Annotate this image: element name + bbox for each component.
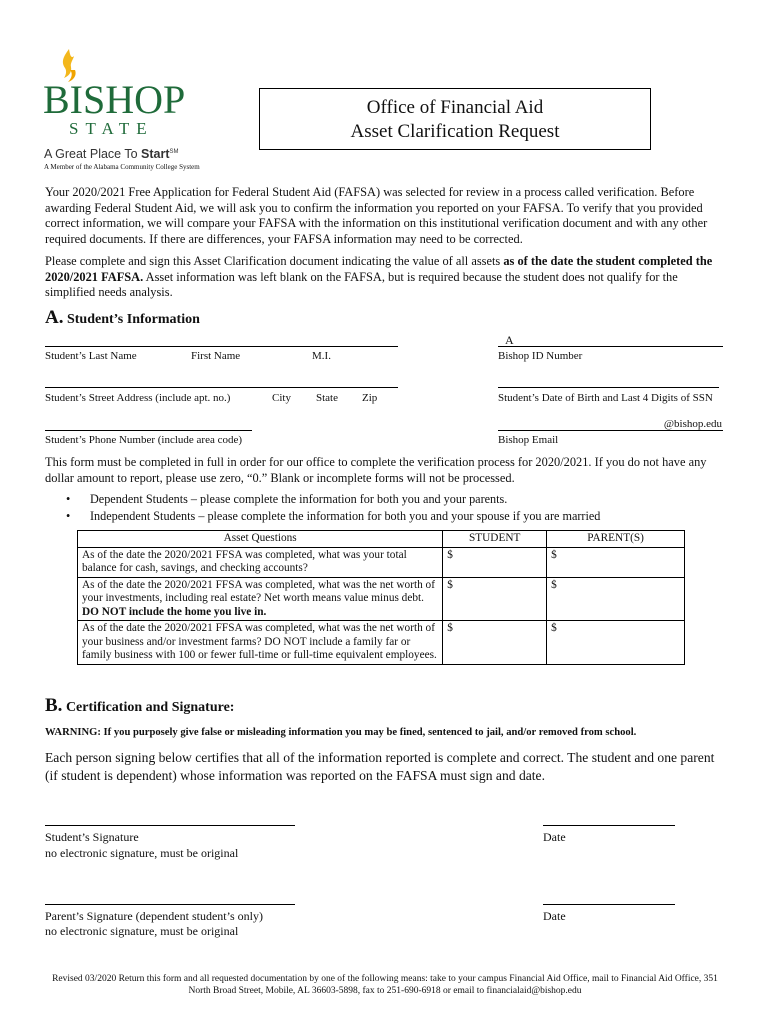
logo-tagline (44, 147, 179, 161)
id-prefix: A (505, 333, 514, 347)
section-a-title: Student’s Information (66, 312, 200, 327)
question-text: As of the date the 2020/2021 FFSA was completed, what was the net worth of your investments, including real estate? Net worth means value minus debt. (82, 578, 435, 604)
logo-subtitle: STATE (69, 119, 154, 138)
street-label: Student’s Street Address (include apt. no.) (45, 392, 231, 404)
asset-question (78, 621, 443, 665)
header-asset-questions: Asset Questions (78, 531, 443, 548)
student-date-field[interactable] (543, 812, 675, 826)
section-b-heading (45, 695, 234, 717)
bullet-1-text: Dependent Students – please complete the information for both you and your parents. (90, 492, 508, 506)
email-suffix: @bishop.edu (663, 418, 722, 430)
dob-ssn-label: Student’s Date of Birth and Last 4 Digits of SSN (498, 392, 713, 404)
title-line1: Office of Financial Aid (366, 97, 544, 118)
section-b-title: Certification and Signature: (65, 700, 235, 715)
address-field[interactable] (45, 374, 398, 388)
parent-signature-note: no electronic signature, must be original (45, 924, 239, 938)
asset-question (78, 577, 443, 621)
parent-signature-label: Parent’s Signature (dependent student’s only) (45, 909, 263, 923)
footer-text: Revised 03/2020 Return this form and all requested documentation by one of the following means: take to your campus Financial Aid Office, mail to Financial Aid Office, 351 North Broad Street, Mobile, AL 36603-5898, fax to 251-690-6918 or email to financialaid@bishop.edu (52, 974, 718, 996)
tagline-text: A Great Place To (44, 147, 142, 161)
tagline-tm: SM (169, 148, 179, 155)
header-student: STUDENT (443, 531, 547, 548)
logo-wordmark: BISHOP (43, 77, 186, 122)
name-field[interactable] (45, 333, 398, 347)
instructions-paragraph: This form must be completed in full in order for our office to complete the verification process for 2020/2021. If you do not have any dollar amount to report, please use zero, “0.” Blank or incomplete forms will not be processed. (45, 455, 707, 485)
table-header-row (78, 531, 685, 548)
warning-text: WARNING: If you purposely give false or misleading information you may be fined, sentenced to jail, and/or removed from school. (45, 727, 637, 738)
student-signature-label: Student’s Signature (45, 830, 139, 844)
table-row (78, 621, 685, 665)
email-field[interactable] (498, 417, 723, 431)
student-date-label: Date (543, 830, 566, 844)
parent-amount-cell[interactable]: $ (547, 547, 685, 577)
tagline-bold: Start (141, 147, 170, 161)
student-amount-cell[interactable]: $ (443, 621, 547, 665)
title-box (259, 88, 651, 150)
bullet-2 (66, 509, 600, 524)
parent-date-label: Date (543, 909, 566, 923)
asset-question (78, 547, 443, 577)
mi-label: M.I. (312, 350, 331, 362)
table-row (78, 577, 685, 621)
certify-paragraph: Each person signing below certifies that all of the information reported is complete and correct. The student and one parent (if student is dependent) whose information was reported on the FAFSA must sign and date. (45, 750, 715, 783)
intro-p2-bold: as of the date the student completed the 2020/2021 FAFSA. (45, 254, 713, 284)
member-note: A Member of the Alabama Community College System (44, 163, 200, 171)
student-amount-cell[interactable]: $ (443, 547, 547, 577)
section-a-letter: A. (45, 307, 64, 328)
bullet-dot-icon: • (66, 509, 71, 523)
assets-table (77, 530, 685, 665)
table-row (78, 547, 685, 577)
state-label: State (316, 392, 338, 404)
parent-amount-cell[interactable]: $ (547, 577, 685, 621)
title-line2: Asset Clarification Request (350, 121, 560, 142)
dob-ssn-field[interactable] (498, 374, 719, 388)
intro-paragraph: Your 2020/2021 Free Application for Federal Student Aid (FAFSA) was selected for review in a process called verification. Before awarding Federal Student Aid, we will ask you to confirm the information you reported on your FAFSA. To verify that you provided correct information, we will compare your FAFSA with the information on this institutional verification document and with any other required documents. If there are differences, your FAFSA information may need to be corrected. (45, 185, 708, 247)
intro-p2-pre: Please complete and sign this Asset Clarification document indicating the value of all assets (45, 254, 504, 268)
parent-amount-cell[interactable]: $ (547, 621, 685, 665)
zip-label: Zip (362, 392, 378, 404)
question-text: As of the date the 2020/2021 FFSA was completed, what was the net worth of your business and/or investment farms? DO NOT include a family far or family business with 100 or fewer full-time or full-time equivalent employees. (82, 622, 437, 661)
parent-date-field[interactable] (543, 891, 675, 905)
intro-paragraph-2 (45, 254, 730, 301)
bullet-dot-icon: • (66, 492, 71, 506)
header-parents: PARENT(S) (547, 531, 685, 548)
city-label: City (272, 392, 291, 404)
first-name-label: First Name (191, 350, 241, 362)
question-bold-text: DO NOT include the home you live in. (82, 605, 267, 618)
section-a-heading (45, 307, 200, 329)
bishop-id-field[interactable] (498, 333, 723, 347)
bullet-2-text: Independent Students – please complete the information for both you and your spouse if you are married (90, 509, 601, 523)
phone-label: Student’s Phone Number (include area code) (45, 434, 243, 446)
student-signature-note: no electronic signature, must be original (45, 846, 239, 860)
phone-field[interactable] (45, 417, 252, 431)
email-label: Bishop Email (498, 434, 559, 446)
intro-p2-post: Asset information was left blank on the FAFSA, but is required because the student does not qualify for the simplified needs analysis. (45, 269, 678, 300)
question-text: As of the date the 2020/2021 FFSA was completed, what was your total balance for cash, savings, and checking accounts? (82, 548, 407, 574)
bishop-id-label: Bishop ID Number (498, 350, 583, 362)
section-b-letter: B. (45, 695, 63, 716)
bullet-1 (66, 492, 507, 507)
parent-signature-field[interactable] (45, 891, 295, 905)
last-name-label: Student’s Last Name (45, 350, 137, 362)
student-amount-cell[interactable]: $ (443, 577, 547, 621)
student-signature-field[interactable] (45, 812, 295, 826)
